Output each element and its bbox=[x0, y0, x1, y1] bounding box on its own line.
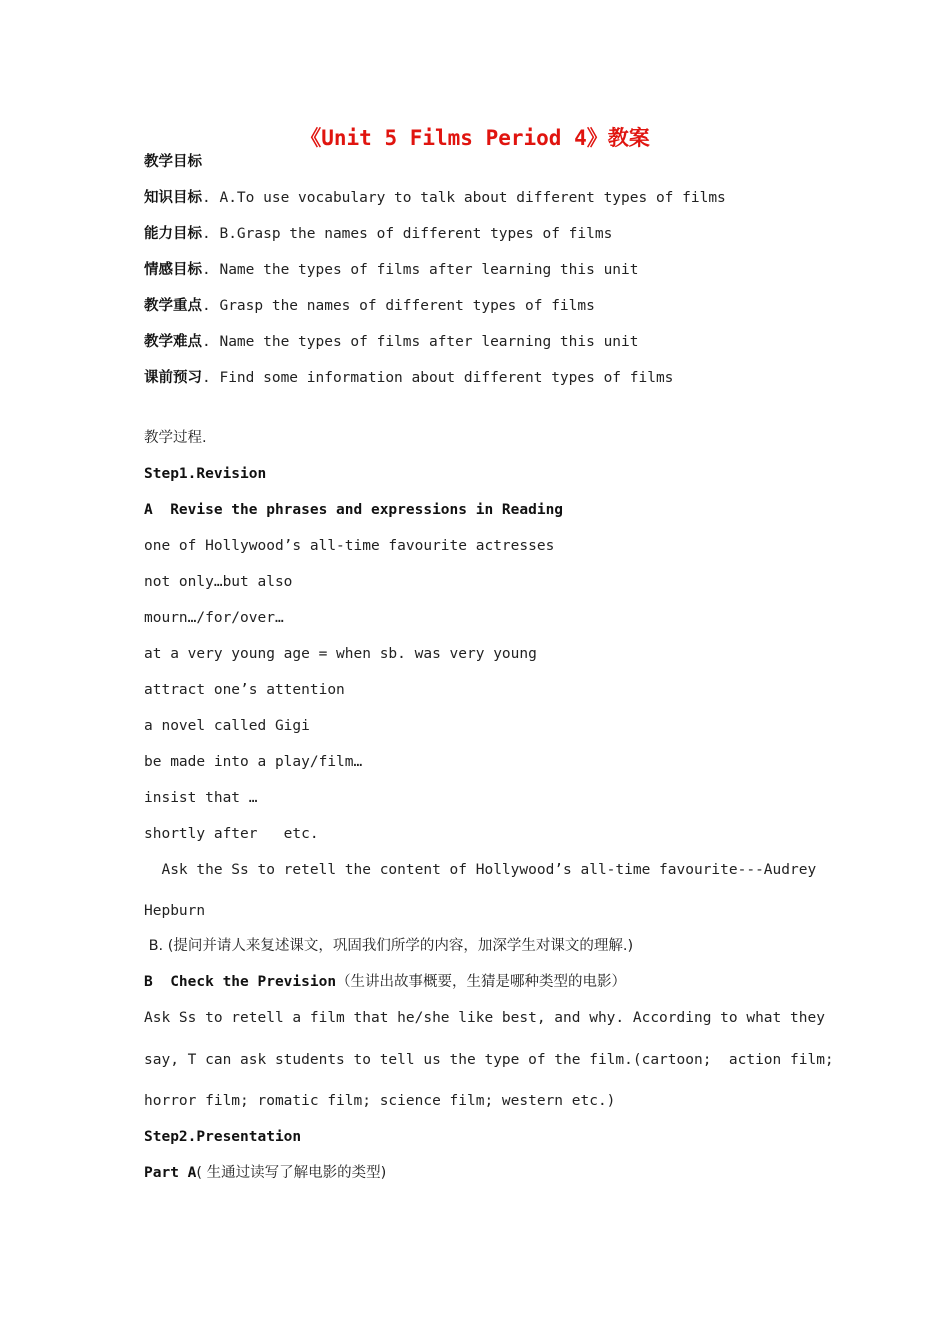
step1-heading: Step1.Revision bbox=[144, 466, 267, 482]
objective-text: . B.Grasp the names of different types of films bbox=[202, 226, 613, 242]
phrase-item: insist that … bbox=[144, 790, 258, 806]
step1-section-a: A Revise the phrases and expressions in Reading bbox=[144, 502, 564, 518]
check-prevision-heading: B Check the Prevision bbox=[144, 974, 337, 990]
objective-preview bbox=[144, 368, 673, 388]
phrase-item: be made into a play/film… bbox=[144, 754, 363, 770]
check-paragraph-line: say, T can ask students to tell us the type of the film.(cartoon; action film; bbox=[144, 1052, 834, 1068]
objective-label: 能力目标 bbox=[144, 226, 202, 242]
phrase-item: mourn…/for/over… bbox=[144, 610, 284, 626]
retell-instruction-cont: Hepburn bbox=[144, 903, 206, 919]
objective-key-point bbox=[144, 296, 595, 316]
check-prevision-note: （生讲出故事概要，生猜是哪种类型的电影） bbox=[336, 974, 627, 990]
objective-ability bbox=[144, 224, 612, 244]
part-a-note: ( 生通过读写了解电影的类型) bbox=[196, 1165, 387, 1181]
phrase-item: shortly after etc. bbox=[144, 826, 319, 842]
objective-text: . Name the types of films after learning this unit bbox=[202, 334, 639, 350]
objective-label: 知识目标 bbox=[144, 190, 202, 206]
retell-instruction: Ask the Ss to retell the content of Hollywood’s all-time favourite---Audrey bbox=[144, 862, 817, 878]
check-paragraph-line: horror film; romatic film; science film; western etc.) bbox=[144, 1093, 616, 1109]
part-a-heading: Part A bbox=[144, 1165, 197, 1181]
goals-heading: 教学目标 bbox=[144, 154, 202, 170]
phrase-item: a novel called Gigi bbox=[144, 718, 310, 734]
objective-label: 课前预习 bbox=[144, 370, 202, 386]
objective-label: 教学难点 bbox=[144, 334, 202, 350]
objective-label: 情感目标 bbox=[144, 262, 202, 278]
phrase-item: one of Hollywood’s all-time favourite actresses bbox=[144, 538, 555, 554]
objective-text: . Find some information about different types of films bbox=[202, 370, 674, 386]
step2-heading: Step2.Presentation bbox=[144, 1129, 302, 1145]
process-heading: 教学过程. bbox=[144, 430, 207, 446]
objective-label: 教学重点 bbox=[144, 298, 202, 314]
document-title: 《Unit 5 Films Period 4》教案 bbox=[300, 126, 650, 150]
objective-text: . Name the types of films after learning this unit bbox=[202, 262, 639, 278]
check-paragraph-line: Ask Ss to retell a film that he/she like best, and why. According to what they bbox=[144, 1010, 825, 1026]
phrase-item: at a very young age = when sb. was very young bbox=[144, 646, 537, 662]
objective-text: . A.To use vocabulary to talk about different types of films bbox=[202, 190, 726, 206]
part-a-line bbox=[144, 1163, 386, 1183]
objective-text: . Grasp the names of different types of films bbox=[202, 298, 595, 314]
objective-knowledge bbox=[144, 188, 726, 208]
section-b-note: B. (提问并请人来复述课文，巩固我们所学的内容，加深学生对课文的理解.) bbox=[144, 938, 634, 954]
objective-emotion bbox=[144, 260, 639, 280]
objective-difficulty bbox=[144, 332, 639, 352]
check-prevision-line bbox=[144, 972, 626, 992]
phrase-item: attract one’s attention bbox=[144, 682, 345, 698]
phrase-item: not only…but also bbox=[144, 574, 293, 590]
